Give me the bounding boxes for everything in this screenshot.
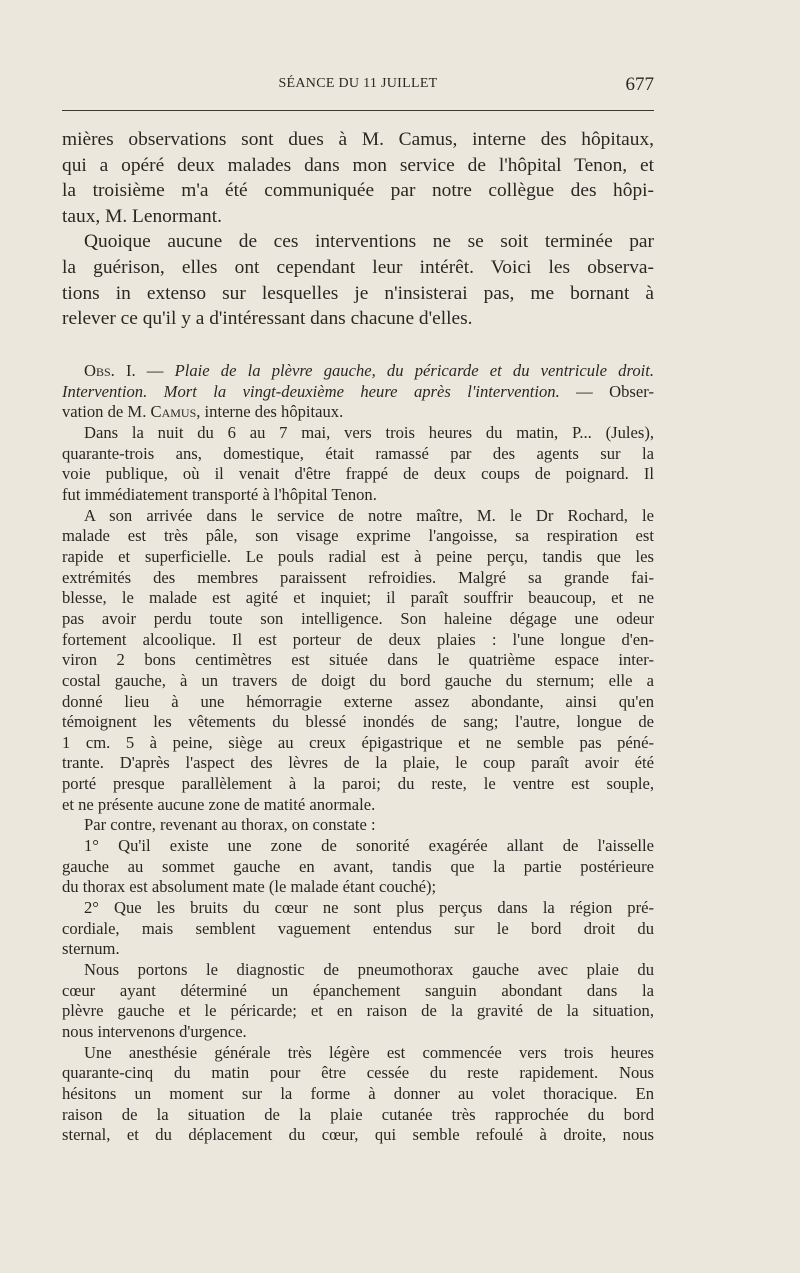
text-line: Par contre, revenant au thorax, on constate : xyxy=(84,815,376,835)
text-line: Dans la nuit du 6 au 7 mai, vers trois heures du matin, P... (Jules), xyxy=(84,422,654,442)
text-line: costal gauche, à un travers de doigt du bord gauche du sternum; elle a xyxy=(62,670,654,690)
page-number: 677 xyxy=(625,74,654,95)
text-line: relever ce qu'il y a d'intéressant dans chacune d'elles. xyxy=(62,308,473,330)
text-line: témoignent les vêtements du blessé inondés de sang; l'autre, longue de xyxy=(62,712,654,732)
observation-title-2: Intervention. Mort la vingt-deuxième heure après l'intervention. xyxy=(62,381,560,401)
text-line: taux, M. Lenormant. xyxy=(62,205,222,227)
text-line: raison de la situation de la plaie cutanée très rapprochée du bord xyxy=(62,1104,654,1124)
text-line: plèvre gauche et le péricarde; et en raison de la gravité de la situation, xyxy=(62,1001,654,1021)
observation-title-1: Plaie de la plèvre gauche, du péricarde et du ventricule droit. xyxy=(174,361,654,380)
text-line: fut immédiatement transporté à l'hôpital Tenon. xyxy=(62,484,377,504)
text-line: nous intervenons d'urgence. xyxy=(62,1022,247,1041)
text-line: viron 2 bons centimètres est située dans le quatrième espace inter- xyxy=(62,650,654,670)
text-line: rapide et superficielle. Le pouls radial est à peine perçu, tandis que les xyxy=(62,546,654,566)
observation-text xyxy=(62,361,654,1146)
text-line: donné lieu à une hémorragie externe assez abondante, ainsi qu'en xyxy=(62,691,654,711)
text-line: Quoique aucune de ces interventions ne se soit terminée par xyxy=(84,231,654,253)
text-line: quarante-trois ans, domestique, était ramassé par des agents sur la xyxy=(62,443,654,463)
text-line: cordiale, mais semblent vaguement entendus sur le bord droit du xyxy=(62,918,654,938)
text-line: 1° Qu'il existe une zone de sonorité exagérée allant de l'aisselle xyxy=(84,836,654,856)
intro-text xyxy=(62,127,654,332)
text-line: gauche au sommet gauche en avant, tandis que la partie postérieure xyxy=(62,856,654,876)
header-rule xyxy=(62,110,654,111)
text-line: qui a opéré deux malades dans mon service de l'hôpital Tenon, et xyxy=(62,154,654,176)
text-line: mières observations sont dues à M. Camus, interne des hôpitaux, xyxy=(62,129,654,150)
text-line: fortement alcoolique. Il est porteur de deux plaies : l'une longue d'en- xyxy=(62,629,654,649)
attribution-prefix: — Obser- xyxy=(576,381,654,401)
observation-heading: Obs. I. — Plaie de la plèvre gauche, du péricarde et du ventricule droit. xyxy=(84,361,654,380)
text-line: la guérison, elles ont cependant leur intérêt. Voici les observa- xyxy=(62,256,654,278)
attribution-text: vation de M. xyxy=(62,402,147,422)
text-line: trante. D'après l'aspect des lèvres de la plaie, le coup paraît avoir été xyxy=(62,753,654,773)
running-header xyxy=(62,76,654,100)
text-line: blesse, le malade est agité et inquiet; il paraît souffrir beaucoup, et ne xyxy=(62,588,654,608)
text-line: et ne présente aucune zone de matité anormale. xyxy=(62,794,376,814)
text-line: sternal, et du déplacement du cœur, qui semble refoulé à droite, nous xyxy=(62,1125,654,1145)
text-line: quarante-cinq du matin pour être cessée du reste rapidement. Nous xyxy=(62,1063,654,1083)
attribution-suffix: , interne des hôpitaux. xyxy=(196,402,344,422)
text-line: 1 cm. 5 à peine, siège au creux épigastrique et ne semble pas péné- xyxy=(62,732,654,752)
text-line: pas avoir perdu toute son intelligence. Son haleine dégage une odeur xyxy=(62,608,654,628)
running-title: SÉANCE DU 11 JUILLET xyxy=(278,76,438,91)
text-line: A son arrivée dans le service de notre maître, M. le Dr Rochard, le xyxy=(84,505,654,525)
text-line: tions in extenso sur lesquelles je n'insisterai pas, me bornant à xyxy=(62,282,654,304)
text-line: porté presque parallèlement à la paroi; du reste, le ventre est souple, xyxy=(62,774,654,794)
text-line: Une anesthésie générale très légère est commencée vers trois heures xyxy=(84,1042,654,1062)
observation-heading-2 xyxy=(62,382,654,403)
text-line: voie publique, où il venait d'être frappé de deux coups de poignard. Il xyxy=(62,464,654,484)
text-line: la troisième m'a été communiquée par notre collègue des hôpi- xyxy=(62,180,654,202)
text-line: hésitons un moment sur la forme à donner au volet thoracique. En xyxy=(62,1083,654,1103)
observation-label: Obs. I. xyxy=(84,361,136,380)
text-line: extrémités des membres paraissent refroidies. Malgré sa grande fai- xyxy=(62,567,654,587)
text-line: du thorax est absolument mate (le malade étant couché); xyxy=(62,877,437,897)
text-line: malade est très pâle, son visage exprime l'angoisse, sa respiration est xyxy=(62,526,654,546)
text-line: Nous portons le diagnostic de pneumothorax gauche avec plaie du xyxy=(84,960,654,980)
observation-attribution xyxy=(62,402,654,423)
text-line: sternum. xyxy=(62,939,120,959)
text-line: cœur ayant déterminé un épanchement sanguin abondant dans la xyxy=(62,980,654,1000)
attribution-name: Camus xyxy=(150,402,197,422)
text-line: 2° Que les bruits du cœur ne sont plus perçus dans la région pré- xyxy=(84,898,654,918)
